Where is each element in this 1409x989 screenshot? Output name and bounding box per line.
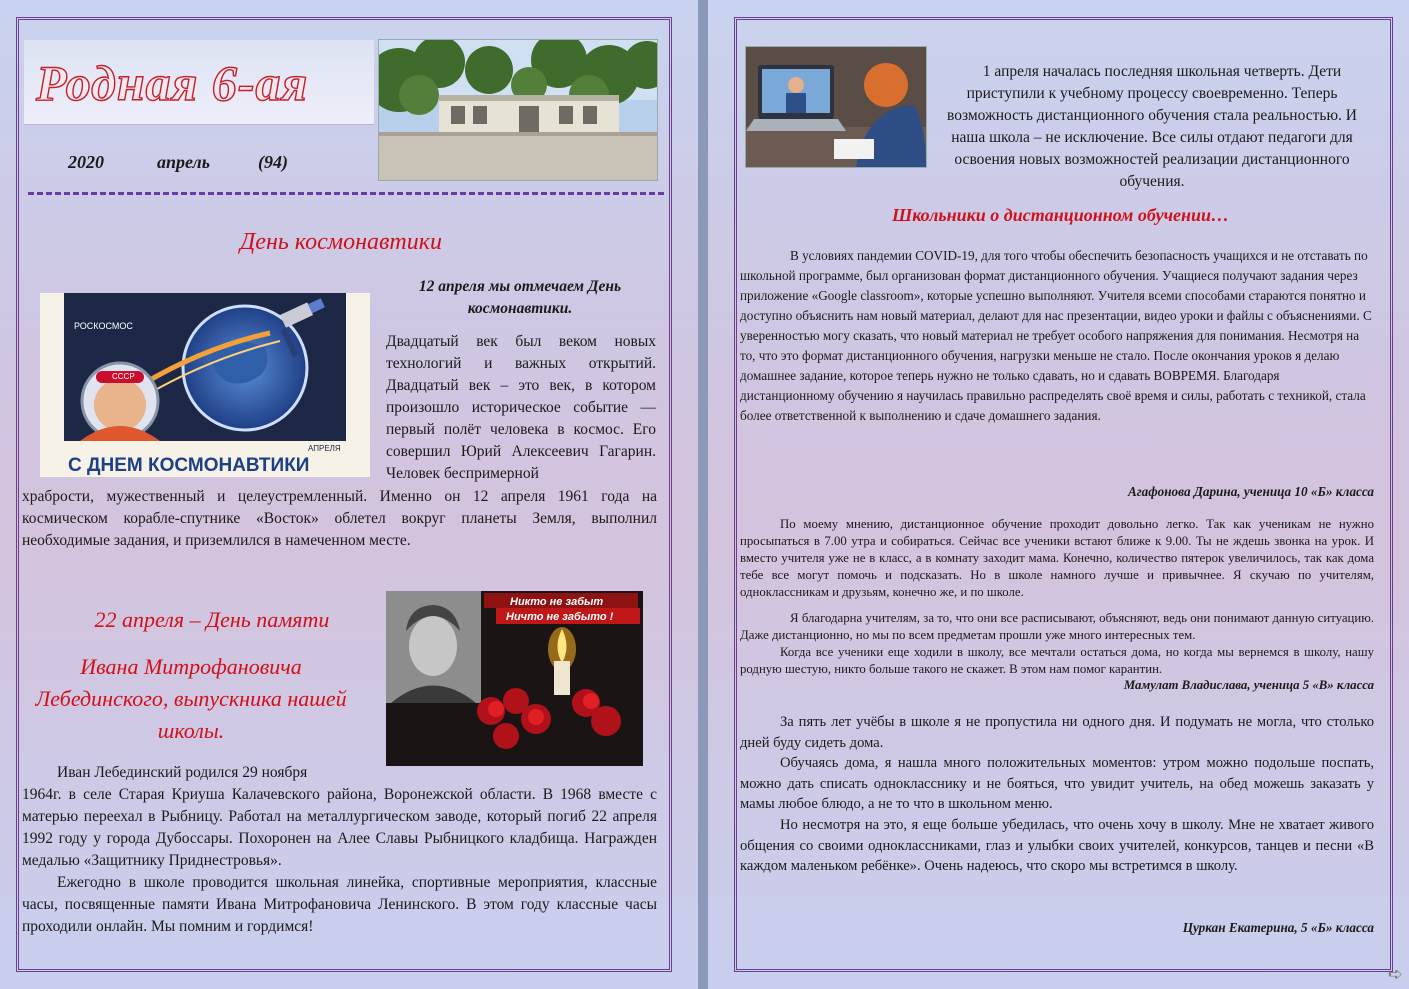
- essay2-p2: Я благодарна учителям, за то, что они все расписывают, объясняют, ведь они понимают данную ситуацию. Даже дистанционно, но мы по всем предметам прошли уже много интересных тем.: [740, 611, 1374, 642]
- right-page: [708, 0, 1409, 989]
- stamp-day-label: [310, 417, 339, 447]
- school-photo: [378, 39, 658, 181]
- header-divider: [28, 192, 664, 195]
- memorial-body-rest: 1964г. в селе Старая Криуша Калачевского района, Воронежской области. В 1968 вместе с матерью переехал в Рыбницу. Работал на металлургическом заводе, который погиб 22 апреля 1992 году у города Дубоссары. Похоронен на Алее Славы Рыбницкого кладбища. Награжден медалью «Защитнику Приднестровья».: [22, 786, 657, 869]
- essay3-signature: Цуркан Екатерина, 5 «Б» класса: [1182, 920, 1374, 935]
- cosmonautics-body-full: храбрости, мужественный и целеустремленный. Именно он 12 апреля 1961 года на космическом корабле-спутнике «Восток» облетел вокруг планеты Земля, выполнил необходимые задания, и приземлился в намеченном месте.: [22, 488, 657, 549]
- essay1-signature: Агафонова Дарина, ученица 10 «Б» класса: [1127, 484, 1374, 499]
- svg-text:С ДНЕМ КОСМОНАВТИКИ: С ДНЕМ КОСМОНАВТИКИ: [68, 455, 310, 476]
- stamp-month-label: [308, 444, 341, 453]
- essay2-p1: По моему мнению, дистанционное обучение проходит довольно легко. Так как ученикам не нужно просыпаться в 7.00 утра и собираться. Сейчас все ученики встают ближе к 9.00. Ты не ждешь звонка на урок. И вместо учителя уже не в класс, а в комнату заходит мама. Конечно, количество пятерок увеличилось, так как дома тебе все могут помочь и подсказать. Но в школе намного лучше и привычнее. Я скучаю по учителям, одноклассникам и друзьям, конечно же, и по школе.: [740, 517, 1374, 599]
- stamp-agency-label: [74, 321, 133, 331]
- cosmonautics-lead: 12 апреля мы отмечаем День космонавтики.: [418, 278, 622, 317]
- essay2-signature: Мамулат Владислава, ученица 5 «В» класса: [1123, 678, 1374, 692]
- memorial-heading-line2: Ивана Митрофановича Лебединского, выпускника нашей школы.: [35, 654, 347, 743]
- svg-text:Ничто не забыто !: Ничто не забыто !: [506, 611, 614, 623]
- issue-number: (94): [258, 152, 288, 172]
- svg-text:СССР: СССР: [112, 372, 135, 381]
- svg-text:Никто не забыт: Никто не забыт: [510, 596, 604, 608]
- svg-text:АПРЕЛЯ: АПРЕЛЯ: [308, 444, 341, 453]
- memorial-heading-line1: 22 апреля – День памяти: [94, 607, 330, 632]
- left-page: [0, 0, 698, 989]
- essay1-text: В условиях пандемии COVID-19, для того чтобы обеспечить безопасность учащихся и не отставать по школьной программе, был организован формат дистанционного обучения. Учащиеся получают задания через приложение «Google classroom», которые успешно выполняют. Учителя всеми способами стараются понятно и доступно объяснить нам новый материал, делают для нас презентации, видео уроки и файлы с объяснениями. С уверенностью могу сказать, что новый материал не требует особого напряжения для понимания. Несмотря на то, что это формат дистанционного обучения, нагрузки меньше не стало. После окончания уроков я делаю домашнее задание, которое теперь нужно не только сдавать, но и сдавать ВОВРЕМЯ. Благодаря дистанционному обучению я научилась правильно распределять своё время и силы, работать с техникой, стала более ответственной к выполнению и сдаче домашнего задания.: [740, 248, 1372, 423]
- essay3-p1: За пять лет учёбы в школе я не пропустила ни одного дня. И подумать не могла, что столько дней буду сидеть дома.: [740, 714, 1374, 751]
- memorial-body-p2: Ежегодно в школе проводится школьная линейка, спортивные мероприятия, классные часы, посвященные памяти Ивана Митрофановича Ленинского. В этом году классные часы проходили онлайн. Мы помним и гордимся!: [22, 874, 657, 935]
- distance-heading: Школьники о дистанционном обучении…: [891, 205, 1230, 225]
- memorial-body-first: Иван Лебединский родился 29 ноября: [57, 764, 308, 781]
- issue-year: 2020: [68, 152, 104, 172]
- stamp-caption: [68, 455, 309, 476]
- masthead-title: Родная 6-ая: [36, 55, 309, 111]
- intro-text: 1 апреля началась последняя школьная четверть. Дети приступили к учебному процессу своевременно. Теперь возможность дистанционного обучения стала реальностью. И наша школа – не исключение. Все силы отдают педагоги для освоения новых возможностей реализации дистанционного обучения.: [947, 63, 1357, 190]
- memorial-photo: [386, 591, 643, 766]
- cosmonautics-body-wrapped: Двадцатый век был веком новых технологий и важных открытий. Двадцатый век – это век, в котором произошло историческое событие — первый полёт человека в космос. Его совершил Юрий Алексеевич Гагарин. Человек беспримерной: [386, 333, 656, 482]
- essay3-p3: Но несмотря на это, я еще больше убедилась, что очень хочу в школу. Мне не хватает живого общения со своими одноклассниками, глаз и улыбки своих учителей, конкурсов, танцев и песни «В каждом маленьком ребёнке». Очень надеюсь, что скоро мы встретимся в школу.: [740, 817, 1374, 874]
- cosmonautics-stamp: [40, 293, 370, 477]
- laptop-photo: [745, 46, 927, 168]
- next-page-arrow-icon[interactable]: ➪: [1387, 964, 1403, 984]
- essay2-p3: Когда все ученики еще ходили в школу, все мечтали остаться дома, но когда мы вернемся в школу, нашу родную шестую, никто больше такого не скажет. В этом нам помог карантин.: [740, 645, 1374, 676]
- svg-text:РОСКОСМОС: РОСКОСМОС: [74, 321, 133, 331]
- issue-month: апрель: [157, 152, 211, 172]
- svg-text:12: 12: [310, 417, 339, 447]
- memorial-banner-1: [510, 596, 603, 608]
- stamp-cccp-label: [112, 372, 135, 381]
- essay3-p2: Обучаясь дома, я нашла много положительных моментов: утром можно подольше поспать, можно дать списать однокласснику и не бояться, что увидит учитель, на обед можешь заказать у мамы любое блюдо, а не то что в школьном меню.: [740, 755, 1374, 812]
- memorial-banner-2: [506, 611, 614, 623]
- cosmonautics-heading: День космонавтики: [240, 229, 442, 255]
